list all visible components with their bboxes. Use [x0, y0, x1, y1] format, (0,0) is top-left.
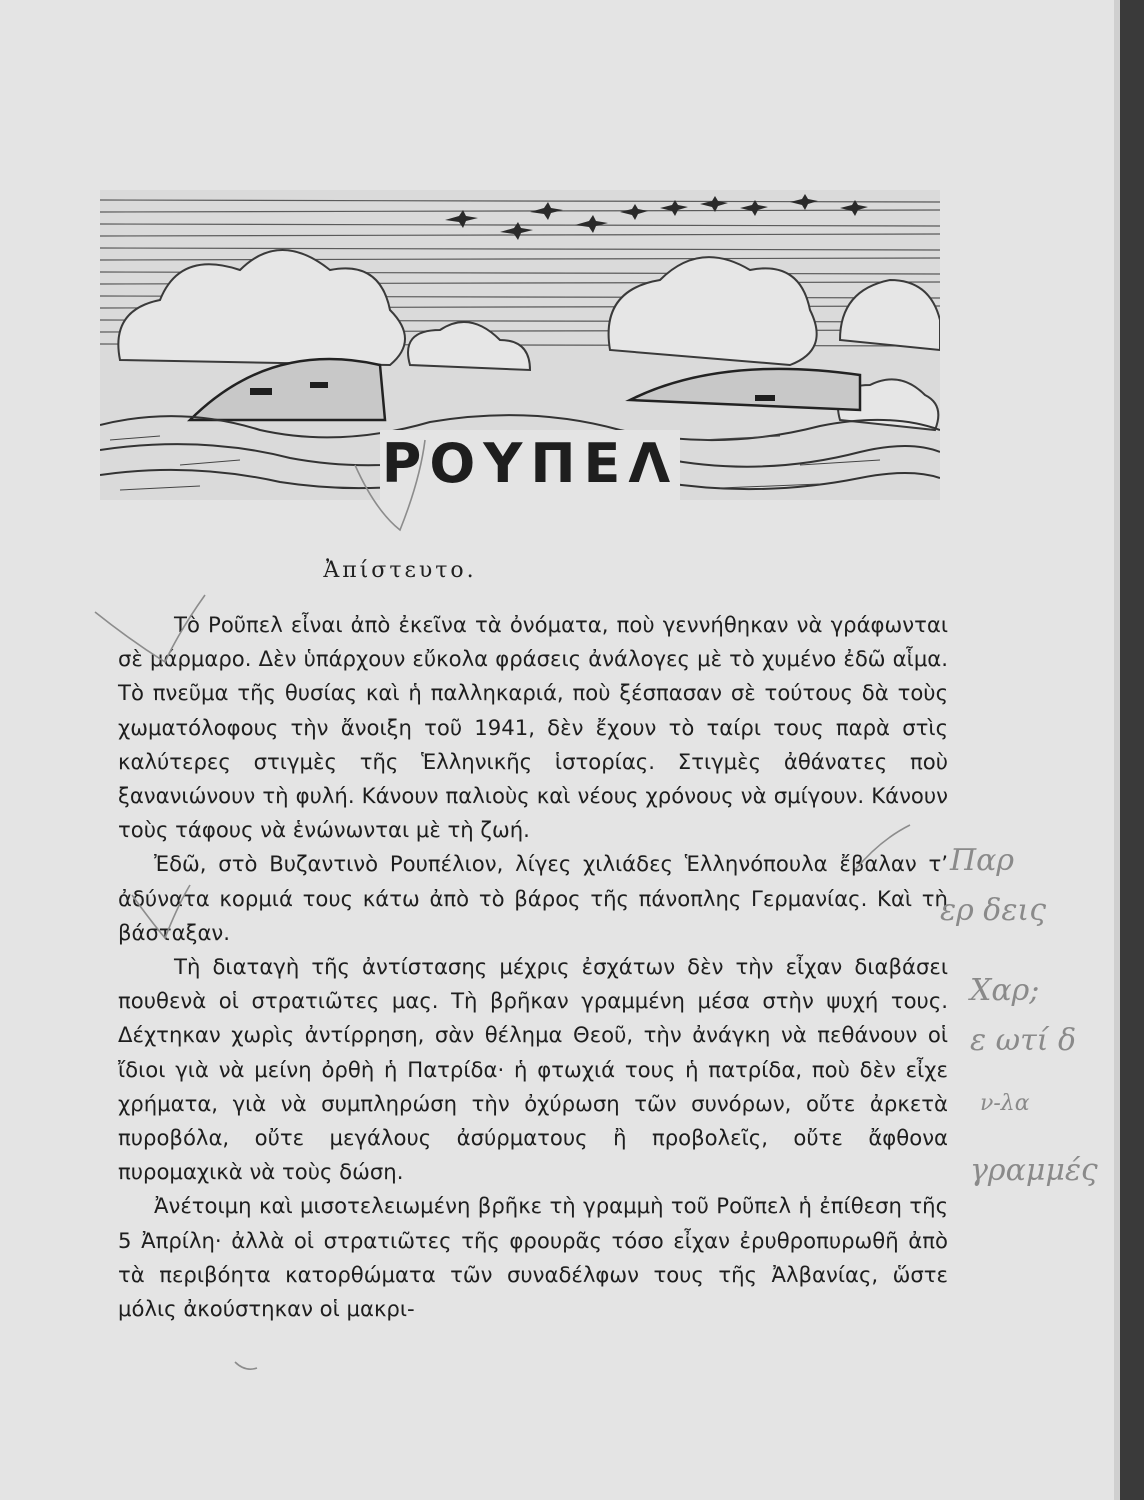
margin-note: ν-λα: [980, 1091, 1030, 1116]
margin-note: γραμμές: [970, 1153, 1098, 1188]
margin-note: Παρ: [950, 843, 1015, 878]
paragraph-1: Τὸ Ροῦπελ εἶναι ἀπὸ ἐκεῖνα τὰ ὀνόματα, ποὺ γεννήθηκαν νὰ γράφωνται σὲ μάρμαρο. Δὲν ὑπάρχουν εὔκολα φράσεις ἀνάλογες μὲ τὸ χυμένο ἐδῶ αἷμα. Τὸ πνεῦμα τῆς θυσίας καὶ ἡ παλληκαριά, ποὺ ξέσπασαν σὲ τούτους δὰ τοὺς χωματόλοφους τὴν ἄνοιξη τοῦ 1941, δὲν ἔχουν τὸ ταίρι τους παρὰ στὶς καλύτερες στιγμὲς τῆς Ἑλληνικῆς ἱστορίας. Στιγμὲς ἀθάνατες ποὺ ξανανιώνουν τὴ φυλή. Κάνουν παλιοὺς καὶ νέους χρόνους νὰ σμίγουν. Κάνουν τοὺς τάφους νὰ ἑνώνωνται μὲ τὴ ζωή.: [118, 612, 948, 843]
battle-scene-engraving: [100, 190, 940, 500]
margin-note: ερ δεις: [940, 893, 1046, 928]
body-text: [118, 608, 948, 1326]
illustration-title: ΡΟΥΠΕΛ: [381, 432, 679, 495]
paragraph-3: Τὴ διαταγὴ τῆς ἀντίστασης μέχρις ἐσχάτων δὲν τὴν εἶχαν διαβάσει πουθενὰ οἱ στρατιῶτες μας. Τὴ βρῆκαν γραμμένη μέσα στὴν ψυχή τους. Δέχτηκαν χωρὶς ἀντίρρηση, σὰν θέλημα Θεοῦ, τὴν ἀνάγκη νὰ πεθάνουν οἱ ἴδιοι γιὰ νὰ μείνη ὀρθὴ ἡ Πατρίδα· ἡ φτωχιά τους ἡ πατρίδα, ποὺ δὲν εἶχε χρήματα, γιὰ νὰ συμπληρώση τὴν ὀχύρωση τῶν συνόρων, οὔτε ἀρκετὰ πυροβόλα, οὔτε μεγάλους ἀσύρματους ἢ προβολεῖς, οὔτε ἄφθονα πυρομαχικὰ νὰ τοὺς δώση.: [118, 954, 948, 1185]
handwritten-margin-notes: [940, 830, 1110, 1210]
margin-note: ε ωτί δ: [970, 1023, 1077, 1058]
paragraph-2: Ἐδῶ, στὸ Βυζαντινὸ Ρουπέλιον, λίγες χιλιάδες Ἑλληνόπουλα ἔβαλαν τ’ ἀδύνατα κορμιά τους κάτω ἀπὸ τὸ βάρος τῆς πάνοπλης Γερμανίας. Καὶ τὴ βάσταξαν.: [118, 851, 948, 945]
header-illustration: [100, 190, 940, 500]
paragraph-4: Ἀνέτοιμη καὶ μισοτελειωμένη βρῆκε τὴ γραμμὴ τοῦ Ροῦπελ ἡ ἐπίθεση τῆς 5 Ἀπρίλη· ἀλλὰ οἱ στρατιῶτες τῆς φρουρᾶς τόσο εἶχαν ἐρυθροπυρωθῆ ἀπὸ τὰ περιβόητα κατορθώματα τῶν συναδέλφων τους τῆς Ἀλβανίας, ὥστε μόλις ἀκούστηκαν οἱ μακρι-: [118, 1193, 948, 1322]
margin-note: Χαρ;: [970, 973, 1040, 1008]
section-heading: Ἀπίστευτο.: [323, 558, 477, 583]
